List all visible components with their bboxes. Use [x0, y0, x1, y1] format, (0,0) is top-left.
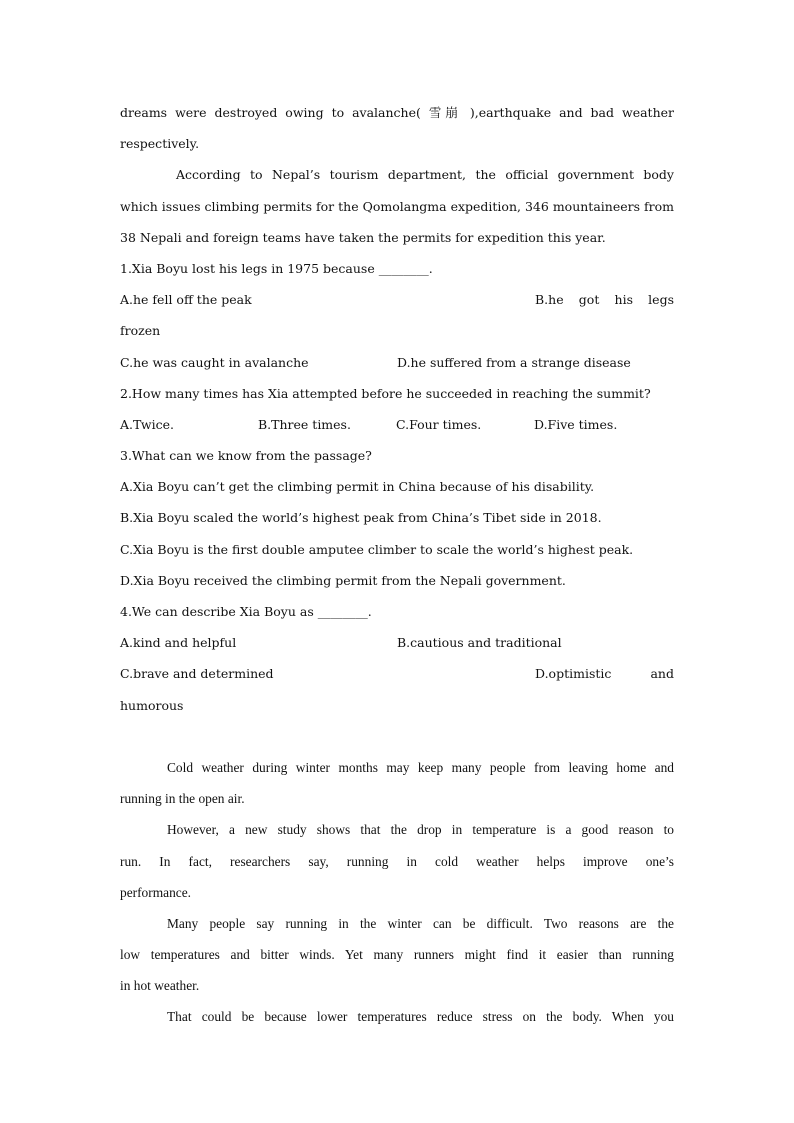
passage1-para2-line-3: 38 Nepali and foreign teams have taken the permits for expedition this year. — [120, 229, 606, 245]
passage2-p2-line-3: performance. — [120, 884, 192, 900]
passage-2 — [120, 752, 674, 1033]
passage2-p2-line-2: run. In fact, researchers say, running in cold weather helps improve one’s — [120, 853, 674, 869]
question-2-options-row — [120, 409, 674, 440]
question-4-options-row-2 — [120, 658, 674, 689]
document-page — [120, 97, 674, 1033]
question-3-stem: 3.What can we know from the passage? — [120, 448, 372, 464]
question-4-option-b: B.cautious and traditional — [397, 635, 562, 651]
passage1-para2-line-2: which issues climbing permits for the Qomolangma expedition, 346 mountaineers from — [120, 198, 674, 214]
question-2-option-a: A.Twice. — [120, 416, 174, 432]
question-2-option-c: C.Four times. — [396, 416, 482, 432]
passage2-p1-line-2: running in the open air. — [120, 791, 245, 807]
passage2-p2-line-1: However, a new study shows that the drop in temperature is a good reason to — [167, 822, 674, 838]
question-3-option-d: D.Xia Boyu received the climbing permit from the Nepali government. — [120, 572, 566, 588]
question-1-options-row-1 — [120, 284, 674, 315]
passage1-line-1: dreams were destroyed owing to avalanche( 雪崩 ),earthquake and bad weather — [120, 105, 674, 120]
question-1-options-row-2 — [120, 347, 674, 378]
question-4-stem: 4.We can describe Xia Boyu as ________. — [120, 604, 372, 619]
question-1-option-b-wrap: frozen — [120, 323, 161, 339]
passage2-p4-line-1: That could be because lower temperatures reduce stress on the body. When you — [167, 1009, 674, 1025]
question-3-option-b: B.Xia Boyu scaled the world’s highest peak from China’s Tibet side in 2018. — [120, 510, 602, 526]
passage2-p3-line-2: low temperatures and bitter winds. Yet many runners might find it easier than running — [120, 947, 674, 963]
section-gap — [120, 721, 674, 752]
question-2-option-d: D.Five times. — [534, 416, 618, 432]
question-1-option-a: A.he fell off the peak — [120, 292, 252, 308]
passage2-p3-line-1: Many people say running in the winter can be difficult. Two reasons are the — [167, 915, 674, 931]
question-3-option-c: C.Xia Boyu is the first double amputee climber to scale the world’s highest peak. — [120, 541, 634, 557]
question-1-option-c: C.he was caught in avalanche — [120, 354, 309, 370]
question-2-stem: 2.How many times has Xia attempted before he succeeded in reaching the summit? — [120, 385, 651, 401]
question-2-option-b: B.Three times. — [258, 416, 351, 432]
question-1-stem: 1.Xia Boyu lost his legs in 1975 because ________. — [120, 260, 433, 276]
question-4-option-d-wrap: humorous — [120, 697, 184, 713]
question-1-option-d: D.he suffered from a strange disease — [397, 354, 631, 370]
question-1-option-b: B.he got his legs — [535, 292, 674, 308]
question-4-option-d: D.optimistic and — [535, 666, 674, 682]
question-3-option-a: A.Xia Boyu can’t get the climbing permit in China because of his disability. — [120, 479, 595, 495]
passage1-para2-line-1: According to Nepal’s tourism department, the official government body — [176, 167, 674, 183]
question-4-option-c: C.brave and determined — [120, 666, 274, 682]
question-4-option-a: A.kind and helpful — [120, 635, 237, 651]
passage2-p3-line-3: in hot weather. — [120, 978, 200, 994]
passage1-line-2: respectively. — [120, 136, 200, 152]
passage2-p1-line-1: Cold weather during winter months may keep many people from leaving home and — [167, 759, 674, 775]
question-4-options-row-1 — [120, 627, 674, 658]
